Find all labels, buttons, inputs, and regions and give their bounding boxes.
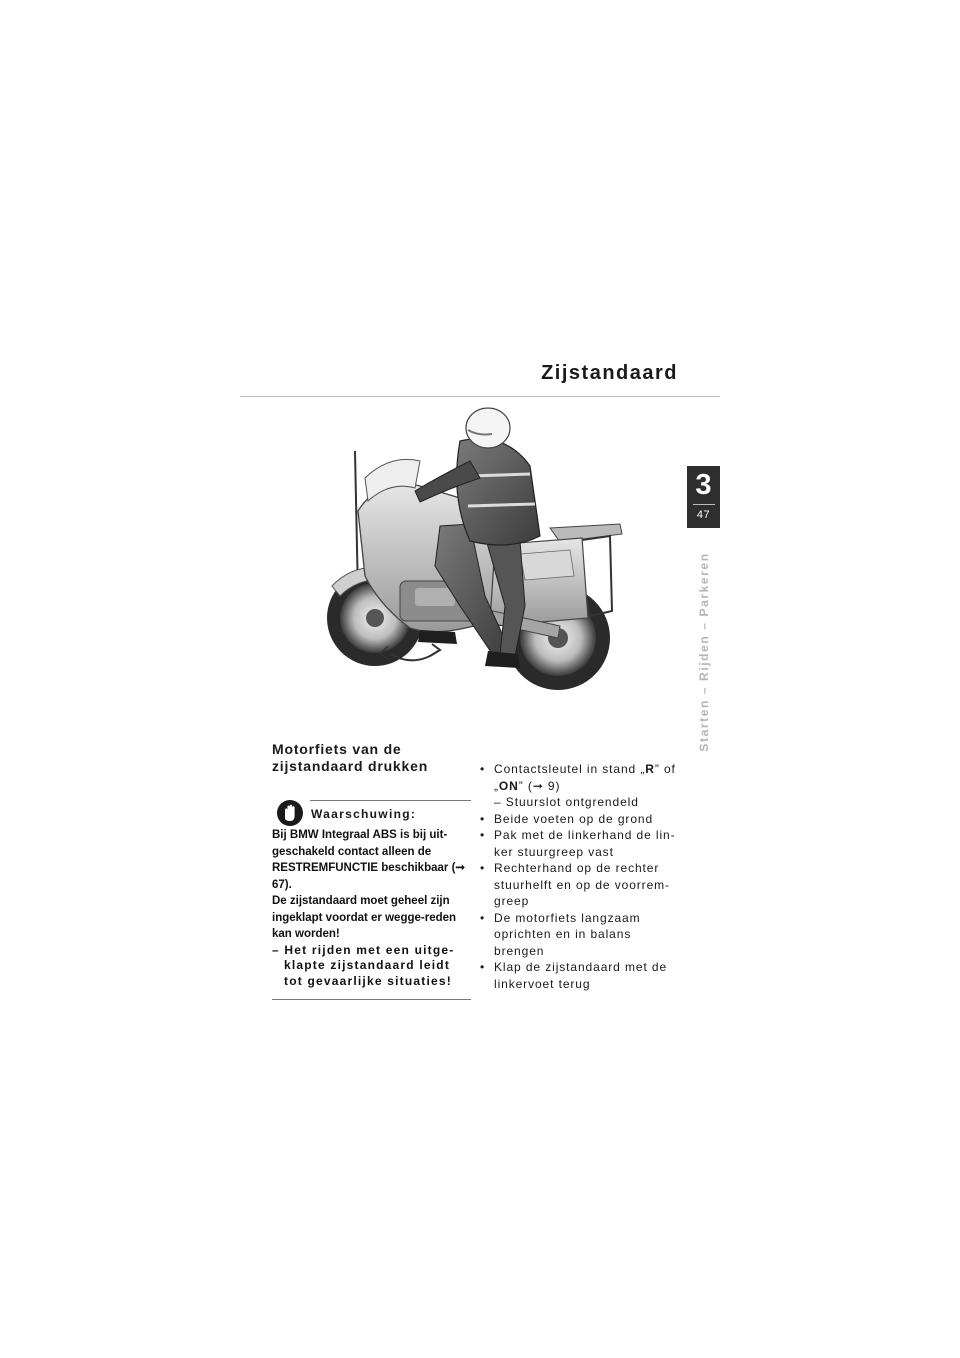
step-key-position-r: R — [645, 762, 655, 776]
list-item: – Stuurslot ontgrendeld — [494, 795, 639, 809]
warning-body — [272, 827, 472, 989]
step-key-position-on: ON — [498, 778, 519, 793]
warning-bottom-rule — [272, 999, 471, 1000]
step-text: Contactsleutel in stand „ — [494, 762, 646, 776]
chapter-number: 3 — [695, 469, 712, 501]
warning-label: Waarschuwing: — [311, 807, 417, 821]
warning-text-stand: De zijstandaard moet geheel zijn ingeklapt voordat er wegge-reden kan worden! — [272, 895, 457, 940]
section-heading: Motorfiets van de zijstandaard drukken — [272, 741, 429, 774]
list-item: • Klap de zijstandaard met de linkervoet terug — [480, 959, 685, 992]
motorcycle-side-stand-illustration — [320, 406, 640, 716]
step-text: ” (➞ 9) — [518, 778, 561, 793]
chapter-side-label: Starten – Rijden – Parkeren — [697, 552, 711, 752]
list-item: • De motorfiets langzaam oprichten en in balans brengen — [480, 910, 685, 960]
chapter-tab — [687, 466, 720, 528]
list-item: • Pak met de linkerhand de lin-ker stuurgreep vast — [480, 827, 685, 860]
list-item — [480, 761, 685, 794]
list-item: • Beide voeten op de grond — [480, 811, 685, 828]
warning-text-danger: – Het rijden met een uitge-klapte zijstandaard leidt tot gevaarlijke situaties! — [272, 942, 455, 988]
hand-stop-icon — [276, 799, 304, 827]
list-item: • Rechterhand op de rechter stuurhelft en op de voorrem-greep — [480, 860, 685, 910]
page-number: 47 — [696, 509, 711, 521]
warning-top-rule — [310, 800, 471, 801]
step-text: ” of „ — [494, 762, 676, 793]
warning-text-abs: Bij BMW Integraal ABS is bij uit-geschakeld contact alleen de RESTREMFUNCTIE beschikbaar (➞ 67). — [272, 829, 466, 891]
instruction-list — [480, 761, 685, 992]
page-title: Zijstandaard — [541, 362, 678, 384]
header-divider — [240, 396, 720, 397]
